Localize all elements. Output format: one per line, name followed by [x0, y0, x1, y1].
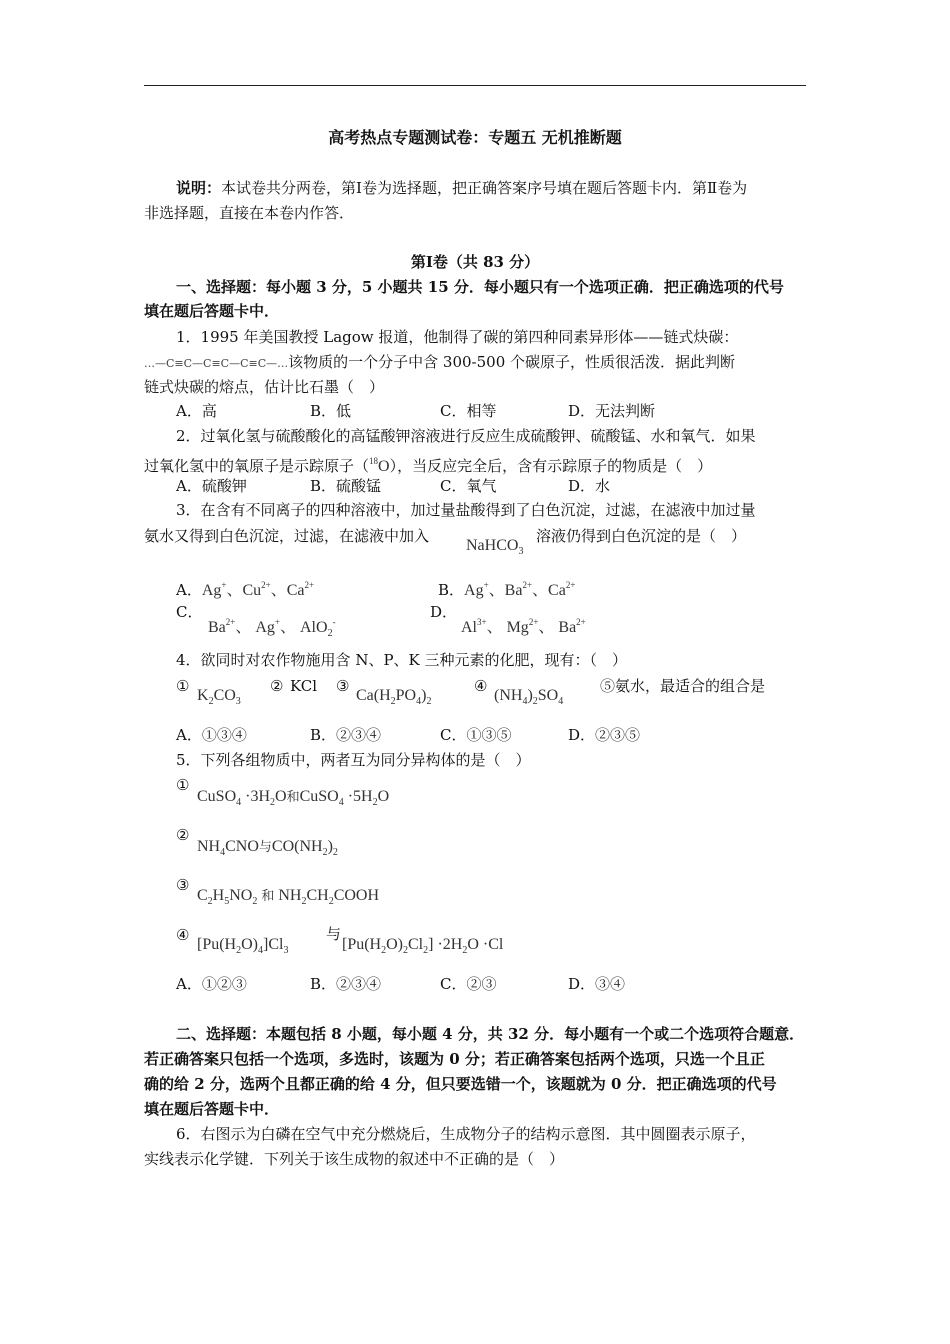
- q5-line-1: 5．下列各组物质中，两者互为同分异构体的是（ ）: [176, 751, 531, 769]
- q4-mark-1: ①: [176, 677, 190, 695]
- q5-pair-4-with: 与: [326, 925, 342, 943]
- page-title: 高考热点专题测试卷：专题五 无机推断题: [328, 128, 622, 147]
- fertilizer-k2co3: $K_2CO_3$: [197, 687, 241, 707]
- fertilizer-kcl: KCl: [290, 677, 318, 695]
- section2-instruction-2: 若正确答案只包括一个选项，多选时，该题为 0 分；若正确答案包括两个选项，只选一个且正: [144, 1050, 765, 1068]
- q1-line-2-text: 该物质的一个分子中含 300-500 个碳原子，性质很活泼．据此判断: [288, 353, 736, 371]
- q3-option-b-ions: Ag+、$Ba^{2+}$、$Ca^{2+}$: [464, 580, 576, 599]
- reagent-name: NaHCO: [466, 537, 519, 554]
- note-line-2: 非选择题，直接在本卷内作答．: [144, 204, 355, 222]
- q5-mark-1: ①: [176, 776, 190, 794]
- q2-line-2b: ），当反应完全后，含有示踪原子的物质是（ ）: [389, 457, 713, 475]
- section2-instruction-3: 确的给 2 分，选两个且都正确的给 4 分，但只要选错一个，该题就为 0 分．把正确选项的代号: [144, 1075, 777, 1093]
- q3-line-1: 3．在含有不同离子的四种溶液中，加过量盐酸得到了白色沉淀，过滤，在滤液中加过量: [176, 501, 756, 519]
- q2-line-1: 2．过氧化氢与硫酸酸化的高锰酸钾溶液进行反应生成硫酸钾、硫酸锰、水和氧气．如果: [176, 427, 756, 445]
- isotope-mass: 18: [369, 456, 379, 466]
- q4-mark-5-text: ⑤氨水，最适合的组合是: [600, 677, 766, 695]
- q3-option-b-label: B．: [438, 581, 465, 599]
- q4-option-b: B．②③④: [310, 726, 382, 744]
- q3-option-c-label: C．: [176, 603, 203, 621]
- q2-line-2: [144, 451, 712, 477]
- q5-mark-3: ③: [176, 876, 190, 894]
- section1-instruction-1: 一、选择题：每小题 3 分，5 小题共 15 分．每小题只有一个选项正确．把正确选项的代号: [176, 278, 784, 296]
- q5-option-d: D．③④: [568, 975, 626, 993]
- q1-line-1: 1．1995 年美国教授 Lagow 报道，他制得了碳的第四种同素异形体——链式炔碳：: [176, 328, 739, 346]
- q1-option-d: D．无法判断: [568, 402, 656, 420]
- reagent-nahco3: [466, 536, 523, 562]
- isotope-o18: [369, 458, 390, 475]
- q4-option-d: D．②③⑤: [568, 726, 641, 744]
- q4-mark-2: ②: [270, 677, 284, 695]
- q4-mark-3: ③: [336, 677, 350, 695]
- q4-option-a: A．①③④: [176, 726, 247, 744]
- q5-mark-2: ②: [176, 826, 190, 844]
- q2-option-b: B．硫酸锰: [310, 477, 382, 495]
- top-rule: [144, 85, 806, 86]
- q5-pair-3-and: 和: [261, 888, 275, 903]
- q2-line-2a: 过氧化氢中的氧原子是示踪原子（: [144, 457, 370, 475]
- q2-option-c: C．氧气: [440, 477, 497, 495]
- part1-heading: 第Ⅰ卷（共 83 分）: [410, 253, 540, 271]
- section2-instruction-1: 二、选择题：本题包括 8 小题，每小题 4 分，共 32 分．每小题有一个或二个选项符合题意．: [176, 1025, 805, 1043]
- q3-option-b: [438, 575, 575, 601]
- q5-pair-3: $C_2H_5NO_2$ 和 $NH_2CH_2COOH$: [197, 887, 380, 907]
- q3-option-d-ions: $Al^{3+}$、 $Mg^{2+}$、 $Ba^{2+}$: [461, 617, 586, 636]
- q5-pair-4-left: $[Pu(H_2O)_4]Cl_3$: [197, 936, 289, 956]
- note-text: 本试卷共分两卷，第Ⅰ卷为选择题，把正确答案序号填在题后答题卡内．第Ⅱ卷为: [221, 179, 748, 197]
- note-line-1: [176, 178, 747, 198]
- fertilizer-nh4-2so4: $(NH_4)_2SO_4$: [494, 687, 564, 707]
- q4-option-c: C．①③⑤: [440, 726, 512, 744]
- fertilizer-ca-h2po4: $Ca(H_2PO_4)_2$: [356, 687, 432, 707]
- q5-pair-1-and: 和: [286, 789, 300, 804]
- isotope-symbol: O: [378, 458, 390, 475]
- q1-option-a: A．高: [176, 402, 217, 420]
- q6-line-1: 6．右图示为白磷在空气中充分燃烧后，生成物分子的结构示意图．其中圆圈表示原子，: [176, 1125, 756, 1143]
- section1-instruction-2: 填在题后答题卡中．: [144, 302, 280, 320]
- q1-option-b: B．低: [310, 402, 352, 420]
- section2-instruction-4: 填在题后答题卡中．: [144, 1100, 280, 1118]
- carbyne-chain-formula: …—C≡C—C≡C—C≡C—…: [144, 357, 289, 370]
- q5-option-a: A．①②③: [176, 975, 247, 993]
- q3-option-d-label: D．: [430, 603, 458, 621]
- q5-pair-4-right: $[Pu(H_2O)_2Cl_2] \cdot 2H_2O \cdot Cl$: [342, 936, 504, 956]
- q2-option-a: A．硫酸钾: [176, 477, 247, 495]
- reagent-sub: 3: [518, 546, 524, 557]
- q1-line-3: 链式炔碳的熔点，估计比石墨（ ）: [144, 378, 385, 396]
- q3-option-a-label: A．: [176, 581, 202, 599]
- q3-line-2a: 氨水又得到白色沉淀，过滤，在滤液中加入: [144, 527, 430, 545]
- q5-option-b: B．②③④: [310, 975, 382, 993]
- q5-pair-2: $NH_4CNO$与$CO(NH_2)_2$: [197, 838, 338, 858]
- q1-option-c: C．相等: [440, 402, 497, 420]
- q5-pair-1: CuSO$_4$ $\cdot 3H_2O$和CuSO$_4$ $\cdot 5H_2O$: [197, 788, 390, 808]
- q5-pair-2-with: 与: [258, 839, 272, 854]
- q5-mark-4: ④: [176, 926, 190, 944]
- q3-option-c-ions: $Ba^{2+}$、 Ag+、 AlO$_2$-: [208, 617, 336, 639]
- q4-line-1: 4．欲同时对农作物施用含 N、P、K 三种元素的化肥，现有：（ ）: [176, 651, 628, 669]
- q1-line-2: [144, 352, 735, 374]
- q2-option-d: D．水: [568, 477, 611, 495]
- q6-line-2: 实线表示化学键．下列关于该生成物的叙述中不正确的是（ ）: [144, 1150, 565, 1168]
- q3-option-a: [176, 575, 314, 601]
- q4-mark-4: ④: [474, 677, 488, 695]
- q3-line-2b: 溶液仍得到白色沉淀的是（ ）: [536, 527, 747, 545]
- q5-option-c: C．②③: [440, 975, 497, 993]
- note-label: 说明：: [176, 179, 222, 197]
- q3-option-a-ions: Ag+、$Cu^{2+}$、$Ca^{2+}$: [201, 580, 315, 599]
